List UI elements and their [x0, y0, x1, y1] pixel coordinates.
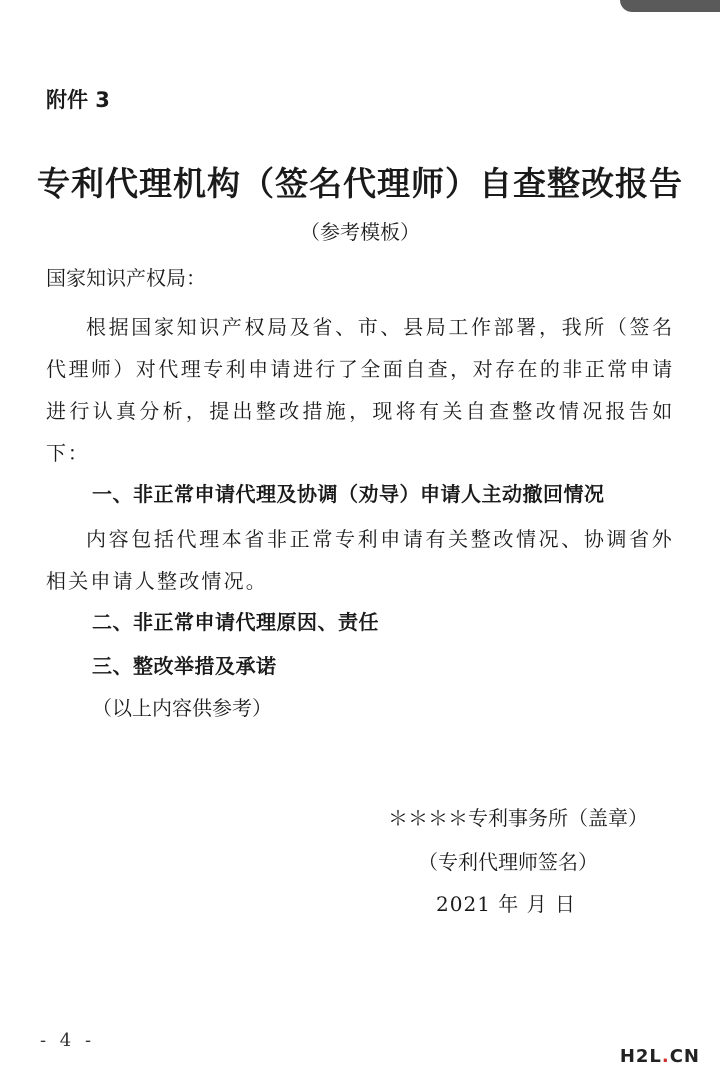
section-3-heading: 三、整改举措及承诺	[92, 654, 277, 678]
signature-firm: ＊＊＊＊专利事务所（盖章）	[388, 806, 648, 830]
signature-agent: （专利代理师签名）	[418, 850, 598, 874]
salutation: 国家知识产权局：	[46, 266, 206, 290]
section-1-heading: 一、非正常申请代理及协调（劝导）申请人主动撤回情况	[92, 482, 605, 506]
watermark-suffix: CN	[669, 1046, 700, 1067]
page-number: - 4 -	[40, 1030, 96, 1051]
document-subtitle: （参考模板）	[300, 220, 420, 244]
site-watermark	[620, 1046, 700, 1067]
intro-paragraph: 根据国家知识产权局及省、市、县局工作部署，我所（签名代理师）对代理专利申请进行了全面自查，对存在的非正常申请进行认真分析，提出整改措施，现将有关自查整改情况报告如下：	[46, 315, 674, 465]
document-title: 专利代理机构（签名代理师）自查整改报告	[37, 164, 683, 203]
reference-note: （以上内容供参考）	[92, 696, 272, 720]
signature-date: 2021 年 月 日	[436, 892, 576, 916]
section-2-heading: 二、非正常申请代理原因、责任	[92, 610, 379, 634]
section-1-body: 内容包括代理本省非正常专利申请有关整改情况、协调省外相关申请人整改情况。	[46, 527, 674, 593]
watermark-dot: .	[661, 1046, 670, 1067]
watermark-main: H2L	[619, 1046, 662, 1067]
attachment-label: 附件 3	[46, 88, 110, 112]
